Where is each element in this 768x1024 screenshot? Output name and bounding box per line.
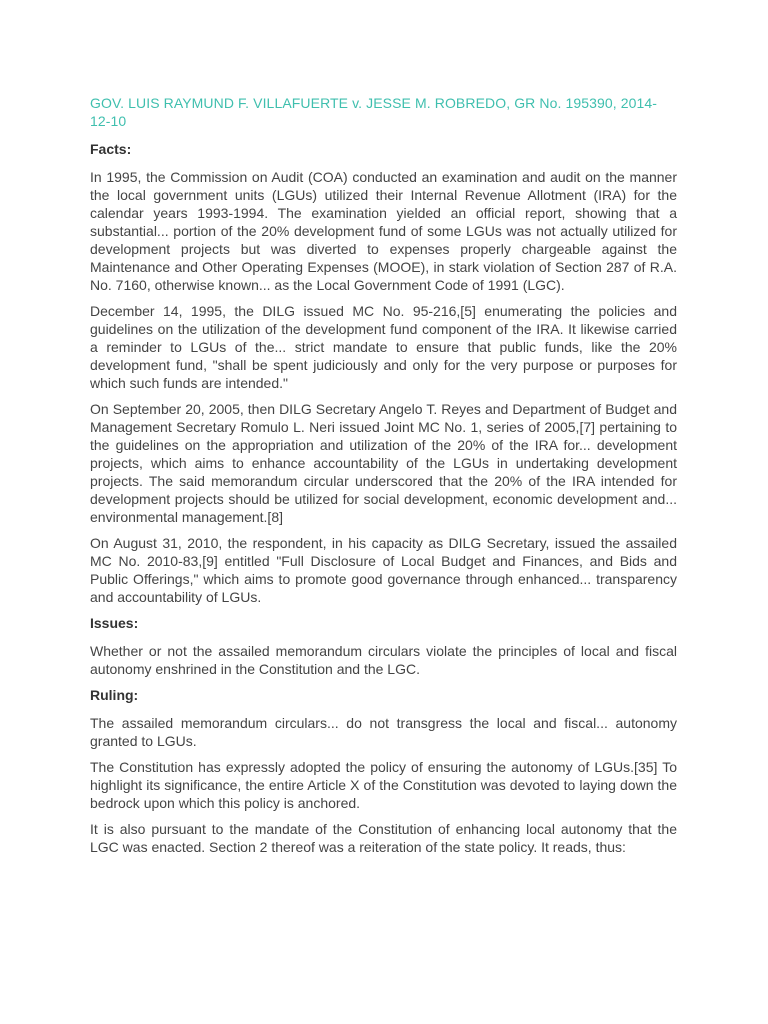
facts-paragraph-2: December 14, 1995, the DILG issued MC No. 95-216,[5] enumerating the policies and guidelines on the utilization of the development fund component of the IRA. It likewise carried a reminder to LGUs of the... strict mandate to ensure that public funds, like the 20% development fund, "shall be spent judiciously and only for the very purpose or purposes for which such funds are intended."	[90, 303, 677, 391]
ruling-paragraph-3: It is also pursuant to the mandate of the Constitution of enhancing local autonomy that the LGC was enacted. Section 2 thereof was a reiteration of the state policy. It reads, thus:	[90, 821, 677, 855]
issues-heading: Issues:	[90, 615, 139, 631]
facts-paragraph-3: On September 20, 2005, then DILG Secretary Angelo T. Reyes and Department of Budget and Management Secretary Romulo L. Neri issued Joint MC No. 1, series of 2005,[7] pertaining to the guidelines on the appropriation and utilization of the 20% of the IRA for... development projects, which aims to enhance accountability of the LGUs in undertaking development projects. The said memorandum circular underscored that the 20% of the IRA intended for development projects should be utilized for social development, economic development and... environmental management.[8]	[90, 401, 677, 525]
document-page	[90, 94, 677, 864]
ruling-paragraph-2: The Constitution has expressly adopted the policy of ensuring the autonomy of LGUs.[35] To highlight its significance, the entire Article X of the Constitution was devoted to laying down the bedrock upon which this policy is anchored.	[90, 759, 677, 811]
case-title: GOV. LUIS RAYMUND F. VILLAFUERTE v. JESSE M. ROBREDO, GR No. 195390, 2014-12-10	[90, 95, 658, 129]
facts-paragraph-4: On August 31, 2010, the respondent, in his capacity as DILG Secretary, issued the assailed MC No. 2010-83,[9] entitled "Full Disclosure of Local Budget and Finances, and Bids and Public Offerings," which aims to promote good governance through enhanced... transparency and accountability of LGUs.	[90, 535, 677, 605]
facts-heading: Facts:	[90, 141, 132, 157]
facts-paragraph-1: In 1995, the Commission on Audit (COA) conducted an examination and audit on the manner the local government units (LGUs) utilized their Internal Revenue Allotment (IRA) for the calendar years 1993-1994. The examination yielded an official report, showing that a substantial... portion of the 20% development fund of some LGUs was not actually utilized for development projects but was diverted to expenses properly chargeable against the Maintenance and Other Operating Expenses (MOOE), in stark violation of Section 287 of R.A. No. 7160, otherwise known... as the Local Government Code of 1991 (LGC).	[90, 169, 677, 293]
ruling-heading: Ruling:	[90, 687, 139, 703]
issues-paragraph-1: Whether or not the assailed memorandum circulars violate the principles of local and fiscal autonomy enshrined in the Constitution and the LGC.	[90, 643, 677, 677]
ruling-paragraph-1: The assailed memorandum circulars... do not transgress the local and fiscal... autonomy granted to LGUs.	[90, 715, 677, 749]
